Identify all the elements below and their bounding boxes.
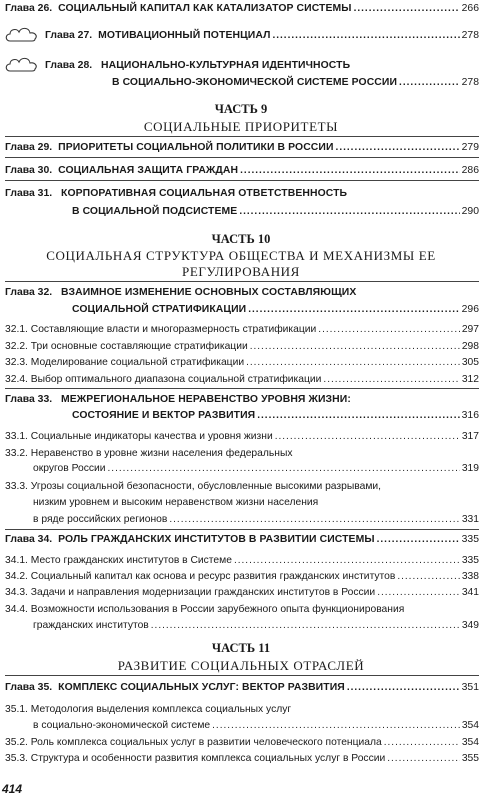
toc-section-34-3 [5,586,479,599]
chapter-lead: Глава 33. [5,394,53,405]
page-number: 266 [461,3,479,14]
toc-chapter-28-line1 [45,59,350,72]
leader-dots [397,570,459,583]
cloud-icon [4,25,40,45]
chapter-title: МЕЖРЕГИОНАЛЬНОЕ НЕРАВЕНСТВО УРОВНЯ ЖИЗНИ: [61,394,351,405]
leader-dots [347,681,460,694]
page-number: 354 [461,737,479,748]
page-number: 341 [461,587,479,598]
cloud-icon [4,55,40,75]
chapter-lead: Глава 35. [5,682,53,693]
toc-section-35-3 [5,752,479,765]
leader-dots [240,164,460,177]
toc-section-35-2 [5,736,479,749]
chapter-lead: Глава 30. [5,165,53,176]
leader-dots [387,752,460,765]
leader-dots [377,586,460,599]
toc-section-32-3 [5,356,479,369]
toc-chapter-31-line1 [5,187,347,200]
section-title: 32.2. Три основные составляющие стратификации [5,341,248,352]
toc-chapter-32-line2 [72,303,479,316]
chapter-title: ВЗАИМНОЕ ИЗМЕНЕНИЕ ОСНОВНЫХ СОСТАВЛЯЮЩИХ [61,287,357,298]
chapter-lead: Глава 29. [5,142,53,153]
leader-dots [151,619,460,632]
page-number: 296 [461,304,479,315]
chapter-lead: Глава 32. [5,287,53,298]
part-11-title: РАЗВИТИЕ СОЦИАЛЬНЫХ ОТРАСЛЕЙ [117,658,365,673]
page-number: 349 [461,620,479,631]
section-title: 32.4. Выбор оптимального диапазона социальной стратификации [5,374,322,385]
chapter-lead: Глава 31. [5,188,53,199]
toc-chapter-33-line2 [72,409,479,422]
page-number: 312 [461,374,479,385]
chapter-title: КОМПЛЕКС СОЦИАЛЬНЫХ УСЛУГ: ВЕКТОР РАЗВИТИЯ [58,682,345,693]
page-number: 316 [461,410,479,421]
page-number: 351 [461,682,479,693]
section-title: 34.2. Социальный капитал как основа и ресурс развития гражданских институтов [5,571,396,582]
page-number: 317 [461,431,479,442]
leader-dots [239,205,459,218]
section-title: 35.2. Роль комплекса социальных услуг в развитии человеческого потенциала [5,737,382,748]
chapter-title-cont: СОСТОЯНИЕ И ВЕКТОР РАЗВИТИЯ [72,410,256,421]
page-number: 338 [461,571,479,582]
page-number: 278 [461,77,479,88]
toc-section-32-1 [5,323,479,336]
toc-chapter-26 [5,2,479,15]
section-title: 32.3. Моделирование социальной стратификации [5,357,245,368]
section-title-cont: в социально-экономической системе [33,720,211,731]
leader-dots [246,356,460,369]
section-title-cont: округов России [33,463,106,474]
toc-section-33-3-line1: 33.3. Угрозы социальной безопасности, обусловленные высокими разрывами, [5,481,382,492]
part-10-title-line2: РЕГУЛИРОВАНИЯ [182,264,300,279]
leader-dots [354,2,460,15]
section-title: 34.1. Место гражданских институтов в Системе [5,555,232,566]
chapter-lead: Глава 28. [45,60,93,71]
chapter-title: МОТИВАЦИОННЫЙ ПОТЕНЦИАЛ [98,30,271,41]
section-title-cont: в ряде российских регионов [33,514,168,525]
chapter-lead: Глава 26. [5,3,53,14]
section-title: 34.3. Задачи и направления модернизации гражданских институтов в России [5,587,376,598]
toc-chapter-27 [45,29,479,42]
toc-section-33-2-line2 [33,462,479,475]
chapter-title: НАЦИОНАЛЬНО-КУЛЬТУРНАЯ ИДЕНТИЧНОСТЬ [101,60,351,71]
chapter-title: ПРИОРИТЕТЫ СОЦИАЛЬНОЙ ПОЛИТИКИ В РОССИИ [58,142,334,153]
section-title-cont: гражданских институтов [33,620,149,631]
leader-dots [248,303,459,316]
toc-section-35-1-line2 [33,719,479,732]
leader-dots [318,323,460,336]
divider [5,281,479,282]
leader-dots [275,430,460,443]
leader-dots [336,141,460,154]
leader-dots [169,513,459,526]
leader-dots [250,340,460,353]
part-9-title: СОЦИАЛЬНЫЕ ПРИОРИТЕТЫ [143,119,339,134]
leader-dots [257,409,459,422]
chapter-title: КОРПОРАТИВНАЯ СОЦИАЛЬНАЯ ОТВЕТСТВЕННОСТЬ [61,188,348,199]
page-number: 335 [461,555,479,566]
leader-dots [384,736,460,749]
section-title: 35.3. Структура и особенности развития комплекса социальных услуг в России [5,753,386,764]
section-title: 32.1. Составляющие власти и многоразмерность стратификации [5,324,317,335]
toc-section-32-2 [5,340,479,353]
divider [5,529,479,530]
leader-dots [377,533,460,546]
part-10-label: ЧАСТЬ 10 [211,232,271,246]
divider [5,136,479,137]
page-number: 331 [461,514,479,525]
toc-section-33-3-line2: низким уровнем и высоким неравенством жизни населения [33,497,319,508]
leader-dots [108,462,460,475]
part-10-title-line1: СОЦИАЛЬНАЯ СТРУКТУРА ОБЩЕСТВА И МЕХАНИЗМЫ ЕЕ [46,248,436,263]
page-number: 278 [461,30,479,41]
toc-chapter-29 [5,141,479,154]
page-number: 305 [461,357,479,368]
toc-section-34-2 [5,570,479,583]
leader-dots [323,373,459,386]
toc-chapter-35 [5,681,479,694]
leader-dots [272,29,459,42]
toc-chapter-28-line2 [112,76,479,89]
toc-section-33-1 [5,430,479,443]
chapter-title-cont: СОЦИАЛЬНОЙ СТРАТИФИКАЦИИ [72,304,247,315]
page-number: 297 [461,324,479,335]
divider [5,675,479,676]
chapter-lead: Глава 34. [5,534,53,545]
part-11-label: ЧАСТЬ 11 [211,641,271,655]
page-number: 279 [461,142,479,153]
chapter-title: РОЛЬ ГРАЖДАНСКИХ ИНСТИТУТОВ В РАЗВИТИИ СИСТЕМЫ [58,534,375,545]
chapter-title: СОЦИАЛЬНАЯ ЗАЩИТА ГРАЖДАН [58,165,239,176]
toc-chapter-32-line1 [5,286,356,299]
divider [5,388,479,389]
toc-section-33-2-line1: 33.2. Неравенство в уровне жизни населения федеральных [5,448,293,459]
divider [5,180,479,181]
toc-chapter-31-line2 [72,205,479,218]
leader-dots [399,76,460,89]
toc-section-35-1-line1: 35.1. Методология выделения комплекса социальных услуг [5,704,292,715]
page-number: 335 [461,534,479,545]
page-footer-number: 414 [2,782,23,796]
toc-chapter-33-line1 [5,393,351,406]
page-number: 298 [461,341,479,352]
chapter-title-cont: В СОЦИАЛЬНО-ЭКОНОМИЧЕСКОЙ СИСТЕМЕ РОССИИ [112,77,398,88]
leader-dots [234,554,460,567]
toc-chapter-34 [5,533,479,546]
page-number: 354 [461,720,479,731]
chapter-title-cont: В СОЦИАЛЬНОЙ ПОДСИСТЕМЕ [72,206,238,217]
page-number: 286 [461,165,479,176]
toc-section-34-4-line1: 34.4. Возможности использования в России зарубежного опыта функционирования [5,604,405,615]
toc-section-34-1 [5,554,479,567]
page-number: 355 [461,753,479,764]
section-title: 33.1. Социальные индикаторы качества и уровня жизни [5,431,273,442]
page-number: 319 [461,463,479,474]
divider [5,157,479,158]
toc-section-32-4 [5,373,479,386]
part-9-label: ЧАСТЬ 9 [214,102,268,116]
leader-dots [212,719,460,732]
chapter-lead: Глава 27. [45,30,93,41]
toc-section-33-3-line3 [33,513,479,526]
page-number: 290 [461,206,479,217]
toc-section-34-4-line2 [33,619,479,632]
toc-chapter-30 [5,164,479,177]
chapter-title: СОЦИАЛЬНЫЙ КАПИТАЛ КАК КАТАЛИЗАТОР СИСТЕМЫ [58,3,352,14]
